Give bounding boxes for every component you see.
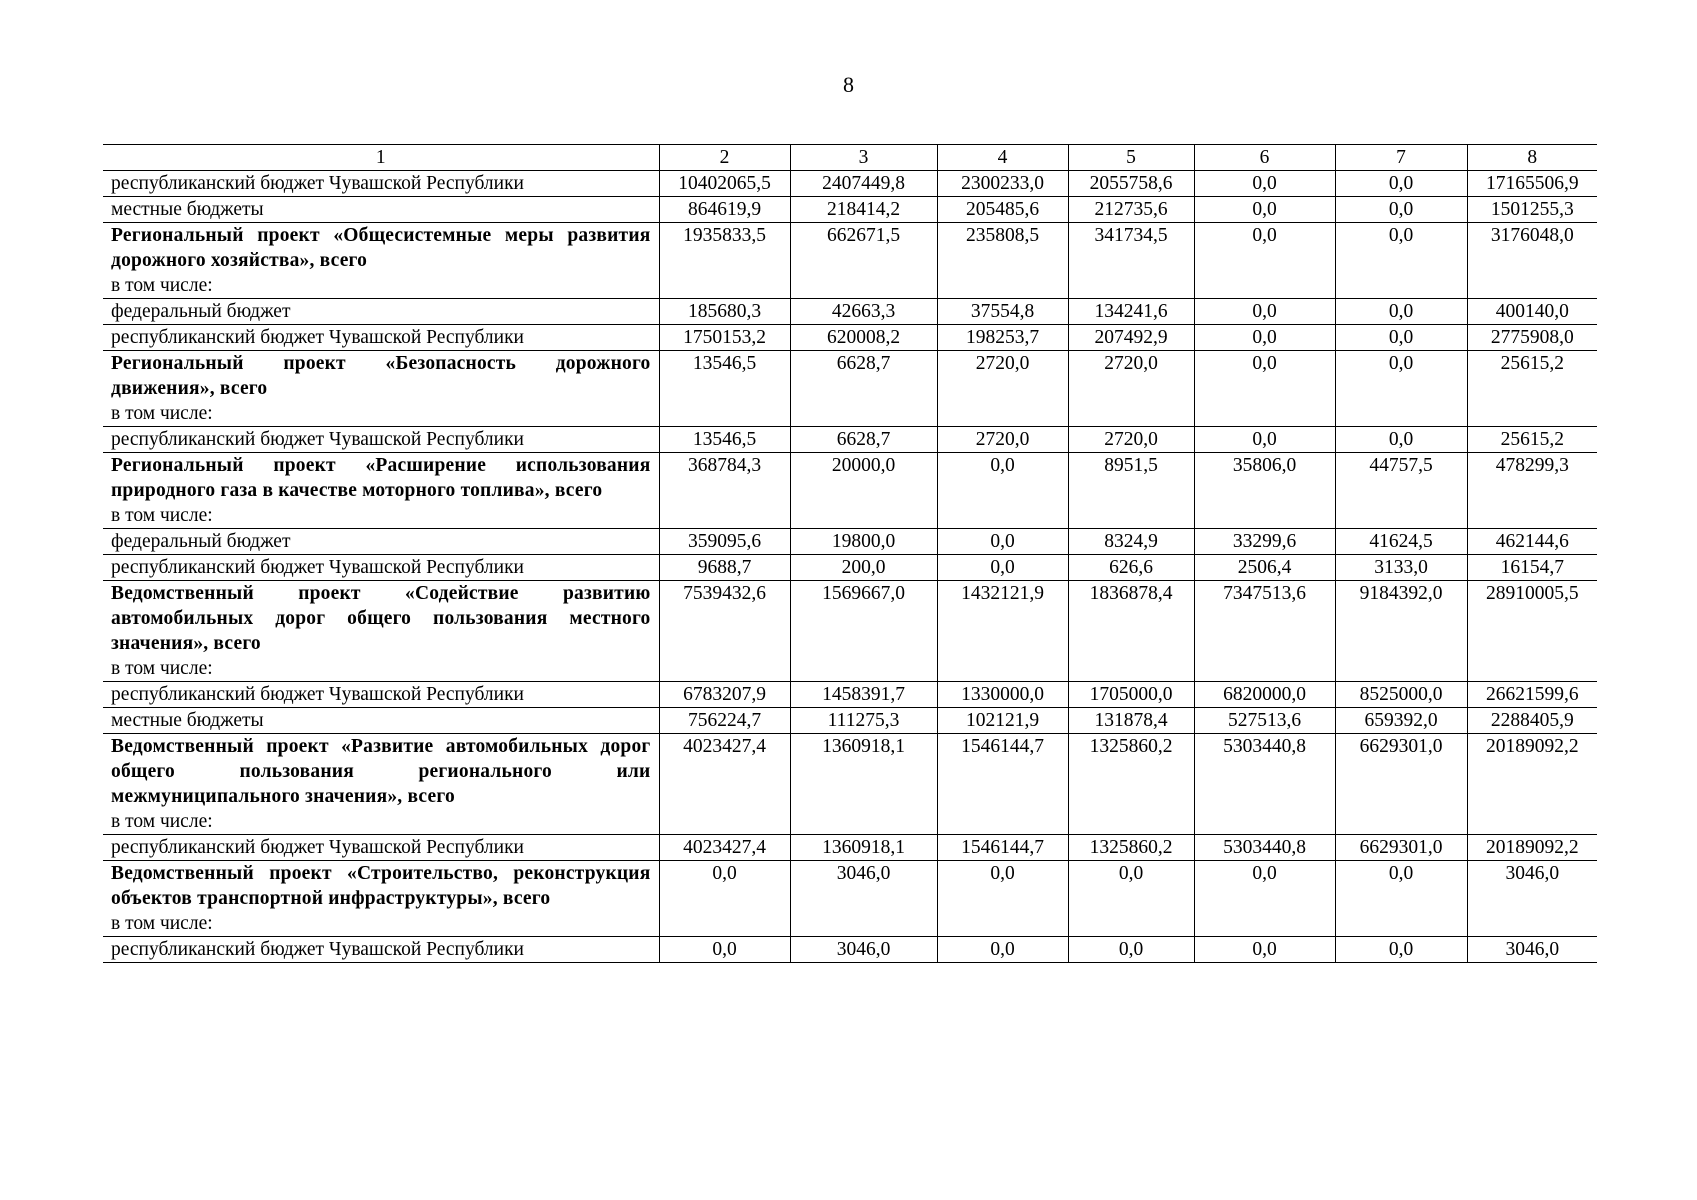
value-cell: 0,0 bbox=[1335, 197, 1467, 223]
value-cell: 37554,8 bbox=[937, 299, 1068, 325]
value-cell: 17165506,9 bbox=[1467, 171, 1597, 197]
row-label-cell: федеральный бюджет bbox=[103, 529, 659, 555]
table-row bbox=[103, 197, 1597, 223]
project-subtitle: в том числе: bbox=[111, 275, 213, 296]
value-cell: 19800,0 bbox=[790, 529, 937, 555]
row-label-cell bbox=[103, 861, 659, 937]
value-cell: 2055758,6 bbox=[1068, 171, 1194, 197]
value-cell: 111275,3 bbox=[790, 708, 937, 734]
value-cell: 0,0 bbox=[937, 529, 1068, 555]
value-cell: 1501255,3 bbox=[1467, 197, 1597, 223]
value-cell: 626,6 bbox=[1068, 555, 1194, 581]
value-cell: 9688,7 bbox=[659, 555, 790, 581]
value-cell: 0,0 bbox=[659, 937, 790, 963]
value-cell: 9184392,0 bbox=[1335, 581, 1467, 682]
row-label-cell: федеральный бюджет bbox=[103, 299, 659, 325]
column-header: 4 bbox=[937, 145, 1068, 171]
table-body bbox=[103, 171, 1597, 963]
value-cell: 33299,6 bbox=[1194, 529, 1335, 555]
value-cell: 6629301,0 bbox=[1335, 734, 1467, 835]
value-cell: 44757,5 bbox=[1335, 453, 1467, 529]
row-label-cell bbox=[103, 223, 659, 299]
value-cell: 6628,7 bbox=[790, 351, 937, 427]
value-cell: 0,0 bbox=[937, 555, 1068, 581]
row-label-cell: республиканский бюджет Чувашской Республики bbox=[103, 171, 659, 197]
value-cell: 198253,7 bbox=[937, 325, 1068, 351]
value-cell: 0,0 bbox=[659, 861, 790, 937]
value-cell: 8324,9 bbox=[1068, 529, 1194, 555]
project-subtitle: в том числе: bbox=[111, 505, 213, 526]
table-row bbox=[103, 427, 1597, 453]
value-cell: 7347513,6 bbox=[1194, 581, 1335, 682]
value-cell: 5303440,8 bbox=[1194, 734, 1335, 835]
value-cell: 13546,5 bbox=[659, 351, 790, 427]
value-cell: 0,0 bbox=[937, 937, 1068, 963]
value-cell: 212735,6 bbox=[1068, 197, 1194, 223]
value-cell: 0,0 bbox=[1194, 223, 1335, 299]
row-label-cell: республиканский бюджет Чувашской Республики bbox=[103, 427, 659, 453]
value-cell: 400140,0 bbox=[1467, 299, 1597, 325]
table-row bbox=[103, 682, 1597, 708]
value-cell: 3176048,0 bbox=[1467, 223, 1597, 299]
value-cell: 20000,0 bbox=[790, 453, 937, 529]
value-cell: 134241,6 bbox=[1068, 299, 1194, 325]
value-cell: 620008,2 bbox=[790, 325, 937, 351]
project-row bbox=[103, 734, 1597, 835]
value-cell: 0,0 bbox=[1335, 325, 1467, 351]
value-cell: 1458391,7 bbox=[790, 682, 937, 708]
project-subtitle: в том числе: bbox=[111, 403, 213, 424]
value-cell: 102121,9 bbox=[937, 708, 1068, 734]
row-label-cell: республиканский бюджет Чувашской Республики bbox=[103, 835, 659, 861]
project-subtitle: в том числе: bbox=[111, 658, 213, 679]
value-cell: 341734,5 bbox=[1068, 223, 1194, 299]
value-cell: 0,0 bbox=[1335, 427, 1467, 453]
project-row bbox=[103, 453, 1597, 529]
value-cell: 1546144,7 bbox=[937, 835, 1068, 861]
value-cell: 25615,2 bbox=[1467, 351, 1597, 427]
column-header: 6 bbox=[1194, 145, 1335, 171]
value-cell: 0,0 bbox=[1194, 427, 1335, 453]
value-cell: 2300233,0 bbox=[937, 171, 1068, 197]
value-cell: 462144,6 bbox=[1467, 529, 1597, 555]
value-cell: 1546144,7 bbox=[937, 734, 1068, 835]
value-cell: 6629301,0 bbox=[1335, 835, 1467, 861]
value-cell: 20189092,2 bbox=[1467, 734, 1597, 835]
value-cell: 0,0 bbox=[1335, 351, 1467, 427]
value-cell: 6783207,9 bbox=[659, 682, 790, 708]
value-cell: 0,0 bbox=[1194, 171, 1335, 197]
value-cell: 1432121,9 bbox=[937, 581, 1068, 682]
project-row bbox=[103, 581, 1597, 682]
value-cell: 0,0 bbox=[1194, 299, 1335, 325]
value-cell: 16154,7 bbox=[1467, 555, 1597, 581]
value-cell: 1569667,0 bbox=[790, 581, 937, 682]
project-subtitle: в том числе: bbox=[111, 913, 213, 934]
value-cell: 0,0 bbox=[1068, 937, 1194, 963]
value-cell: 1705000,0 bbox=[1068, 682, 1194, 708]
value-cell: 478299,3 bbox=[1467, 453, 1597, 529]
budget-table bbox=[103, 144, 1597, 963]
value-cell: 25615,2 bbox=[1467, 427, 1597, 453]
value-cell: 0,0 bbox=[1335, 861, 1467, 937]
column-header: 8 bbox=[1467, 145, 1597, 171]
row-label-cell: республиканский бюджет Чувашской Республики bbox=[103, 555, 659, 581]
value-cell: 3046,0 bbox=[790, 861, 937, 937]
value-cell: 0,0 bbox=[1335, 171, 1467, 197]
project-row bbox=[103, 223, 1597, 299]
value-cell: 1935833,5 bbox=[659, 223, 790, 299]
value-cell: 28910005,5 bbox=[1467, 581, 1597, 682]
row-label-cell bbox=[103, 581, 659, 682]
value-cell: 2407449,8 bbox=[790, 171, 937, 197]
value-cell: 359095,6 bbox=[659, 529, 790, 555]
value-cell: 35806,0 bbox=[1194, 453, 1335, 529]
value-cell: 0,0 bbox=[937, 453, 1068, 529]
value-cell: 10402065,5 bbox=[659, 171, 790, 197]
row-label-cell: республиканский бюджет Чувашской Республики bbox=[103, 682, 659, 708]
value-cell: 4023427,4 bbox=[659, 835, 790, 861]
value-cell: 2720,0 bbox=[937, 351, 1068, 427]
value-cell: 42663,3 bbox=[790, 299, 937, 325]
value-cell: 0,0 bbox=[937, 861, 1068, 937]
value-cell: 1360918,1 bbox=[790, 734, 937, 835]
table-row bbox=[103, 529, 1597, 555]
column-header: 2 bbox=[659, 145, 790, 171]
value-cell: 368784,3 bbox=[659, 453, 790, 529]
value-cell: 2506,4 bbox=[1194, 555, 1335, 581]
value-cell: 185680,3 bbox=[659, 299, 790, 325]
value-cell: 1325860,2 bbox=[1068, 734, 1194, 835]
value-cell: 1750153,2 bbox=[659, 325, 790, 351]
table-header-row bbox=[103, 145, 1597, 171]
value-cell: 7539432,6 bbox=[659, 581, 790, 682]
value-cell: 0,0 bbox=[1068, 861, 1194, 937]
value-cell: 0,0 bbox=[1194, 861, 1335, 937]
table-row bbox=[103, 171, 1597, 197]
value-cell: 0,0 bbox=[1194, 351, 1335, 427]
project-title: Ведомственный проект «Содействие развитию автомобильных дорог общего пользования местного значения», всего bbox=[111, 583, 651, 654]
value-cell: 0,0 bbox=[1335, 937, 1467, 963]
value-cell: 3046,0 bbox=[1467, 937, 1597, 963]
value-cell: 200,0 bbox=[790, 555, 937, 581]
value-cell: 2720,0 bbox=[1068, 351, 1194, 427]
value-cell: 8951,5 bbox=[1068, 453, 1194, 529]
table-row bbox=[103, 555, 1597, 581]
value-cell: 0,0 bbox=[1194, 937, 1335, 963]
value-cell: 41624,5 bbox=[1335, 529, 1467, 555]
value-cell: 2720,0 bbox=[937, 427, 1068, 453]
value-cell: 527513,6 bbox=[1194, 708, 1335, 734]
column-header: 1 bbox=[103, 145, 659, 171]
value-cell: 3046,0 bbox=[1467, 861, 1597, 937]
value-cell: 1836878,4 bbox=[1068, 581, 1194, 682]
value-cell: 3133,0 bbox=[1335, 555, 1467, 581]
row-label-cell: республиканский бюджет Чувашской Республики bbox=[103, 325, 659, 351]
value-cell: 864619,9 bbox=[659, 197, 790, 223]
row-label-cell bbox=[103, 453, 659, 529]
value-cell: 1360918,1 bbox=[790, 835, 937, 861]
row-label-cell: местные бюджеты bbox=[103, 708, 659, 734]
table-row bbox=[103, 299, 1597, 325]
value-cell: 2775908,0 bbox=[1467, 325, 1597, 351]
column-header: 7 bbox=[1335, 145, 1467, 171]
value-cell: 0,0 bbox=[1335, 299, 1467, 325]
value-cell: 20189092,2 bbox=[1467, 835, 1597, 861]
value-cell: 6628,7 bbox=[790, 427, 937, 453]
project-row bbox=[103, 351, 1597, 427]
project-title: Региональный проект «Безопасность дорожного движения», всего bbox=[111, 353, 651, 399]
column-header: 3 bbox=[790, 145, 937, 171]
row-label-cell: республиканский бюджет Чувашской Республики bbox=[103, 937, 659, 963]
table-row bbox=[103, 708, 1597, 734]
project-row bbox=[103, 861, 1597, 937]
project-title: Ведомственный проект «Строительство, реконструкция объектов транспортной инфраструктуры», всего bbox=[111, 863, 651, 909]
row-label-cell: местные бюджеты bbox=[103, 197, 659, 223]
value-cell: 2288405,9 bbox=[1467, 708, 1597, 734]
project-title: Региональный проект «Расширение использования природного газа в качестве моторного топлива», всего bbox=[111, 455, 651, 501]
value-cell: 1330000,0 bbox=[937, 682, 1068, 708]
project-subtitle: в том числе: bbox=[111, 811, 213, 832]
value-cell: 4023427,4 bbox=[659, 734, 790, 835]
value-cell: 235808,5 bbox=[937, 223, 1068, 299]
value-cell: 218414,2 bbox=[790, 197, 937, 223]
value-cell: 131878,4 bbox=[1068, 708, 1194, 734]
value-cell: 659392,0 bbox=[1335, 708, 1467, 734]
table-row bbox=[103, 835, 1597, 861]
value-cell: 3046,0 bbox=[790, 937, 937, 963]
row-label-cell bbox=[103, 734, 659, 835]
table-row bbox=[103, 325, 1597, 351]
value-cell: 1325860,2 bbox=[1068, 835, 1194, 861]
value-cell: 5303440,8 bbox=[1194, 835, 1335, 861]
value-cell: 2720,0 bbox=[1068, 427, 1194, 453]
value-cell: 13546,5 bbox=[659, 427, 790, 453]
value-cell: 207492,9 bbox=[1068, 325, 1194, 351]
project-title: Региональный проект «Общесистемные меры развития дорожного хозяйства», всего bbox=[111, 225, 651, 271]
value-cell: 205485,6 bbox=[937, 197, 1068, 223]
project-title: Ведомственный проект «Развитие автомобильных дорог общего пользования регионального или межмуниципального значения», всего bbox=[111, 736, 651, 807]
column-header: 5 bbox=[1068, 145, 1194, 171]
value-cell: 662671,5 bbox=[790, 223, 937, 299]
page-number: 8 bbox=[843, 72, 854, 97]
row-label-cell bbox=[103, 351, 659, 427]
value-cell: 756224,7 bbox=[659, 708, 790, 734]
value-cell: 0,0 bbox=[1335, 223, 1467, 299]
value-cell: 0,0 bbox=[1194, 325, 1335, 351]
value-cell: 6820000,0 bbox=[1194, 682, 1335, 708]
value-cell: 8525000,0 bbox=[1335, 682, 1467, 708]
value-cell: 0,0 bbox=[1194, 197, 1335, 223]
value-cell: 26621599,6 bbox=[1467, 682, 1597, 708]
table-row bbox=[103, 937, 1597, 963]
